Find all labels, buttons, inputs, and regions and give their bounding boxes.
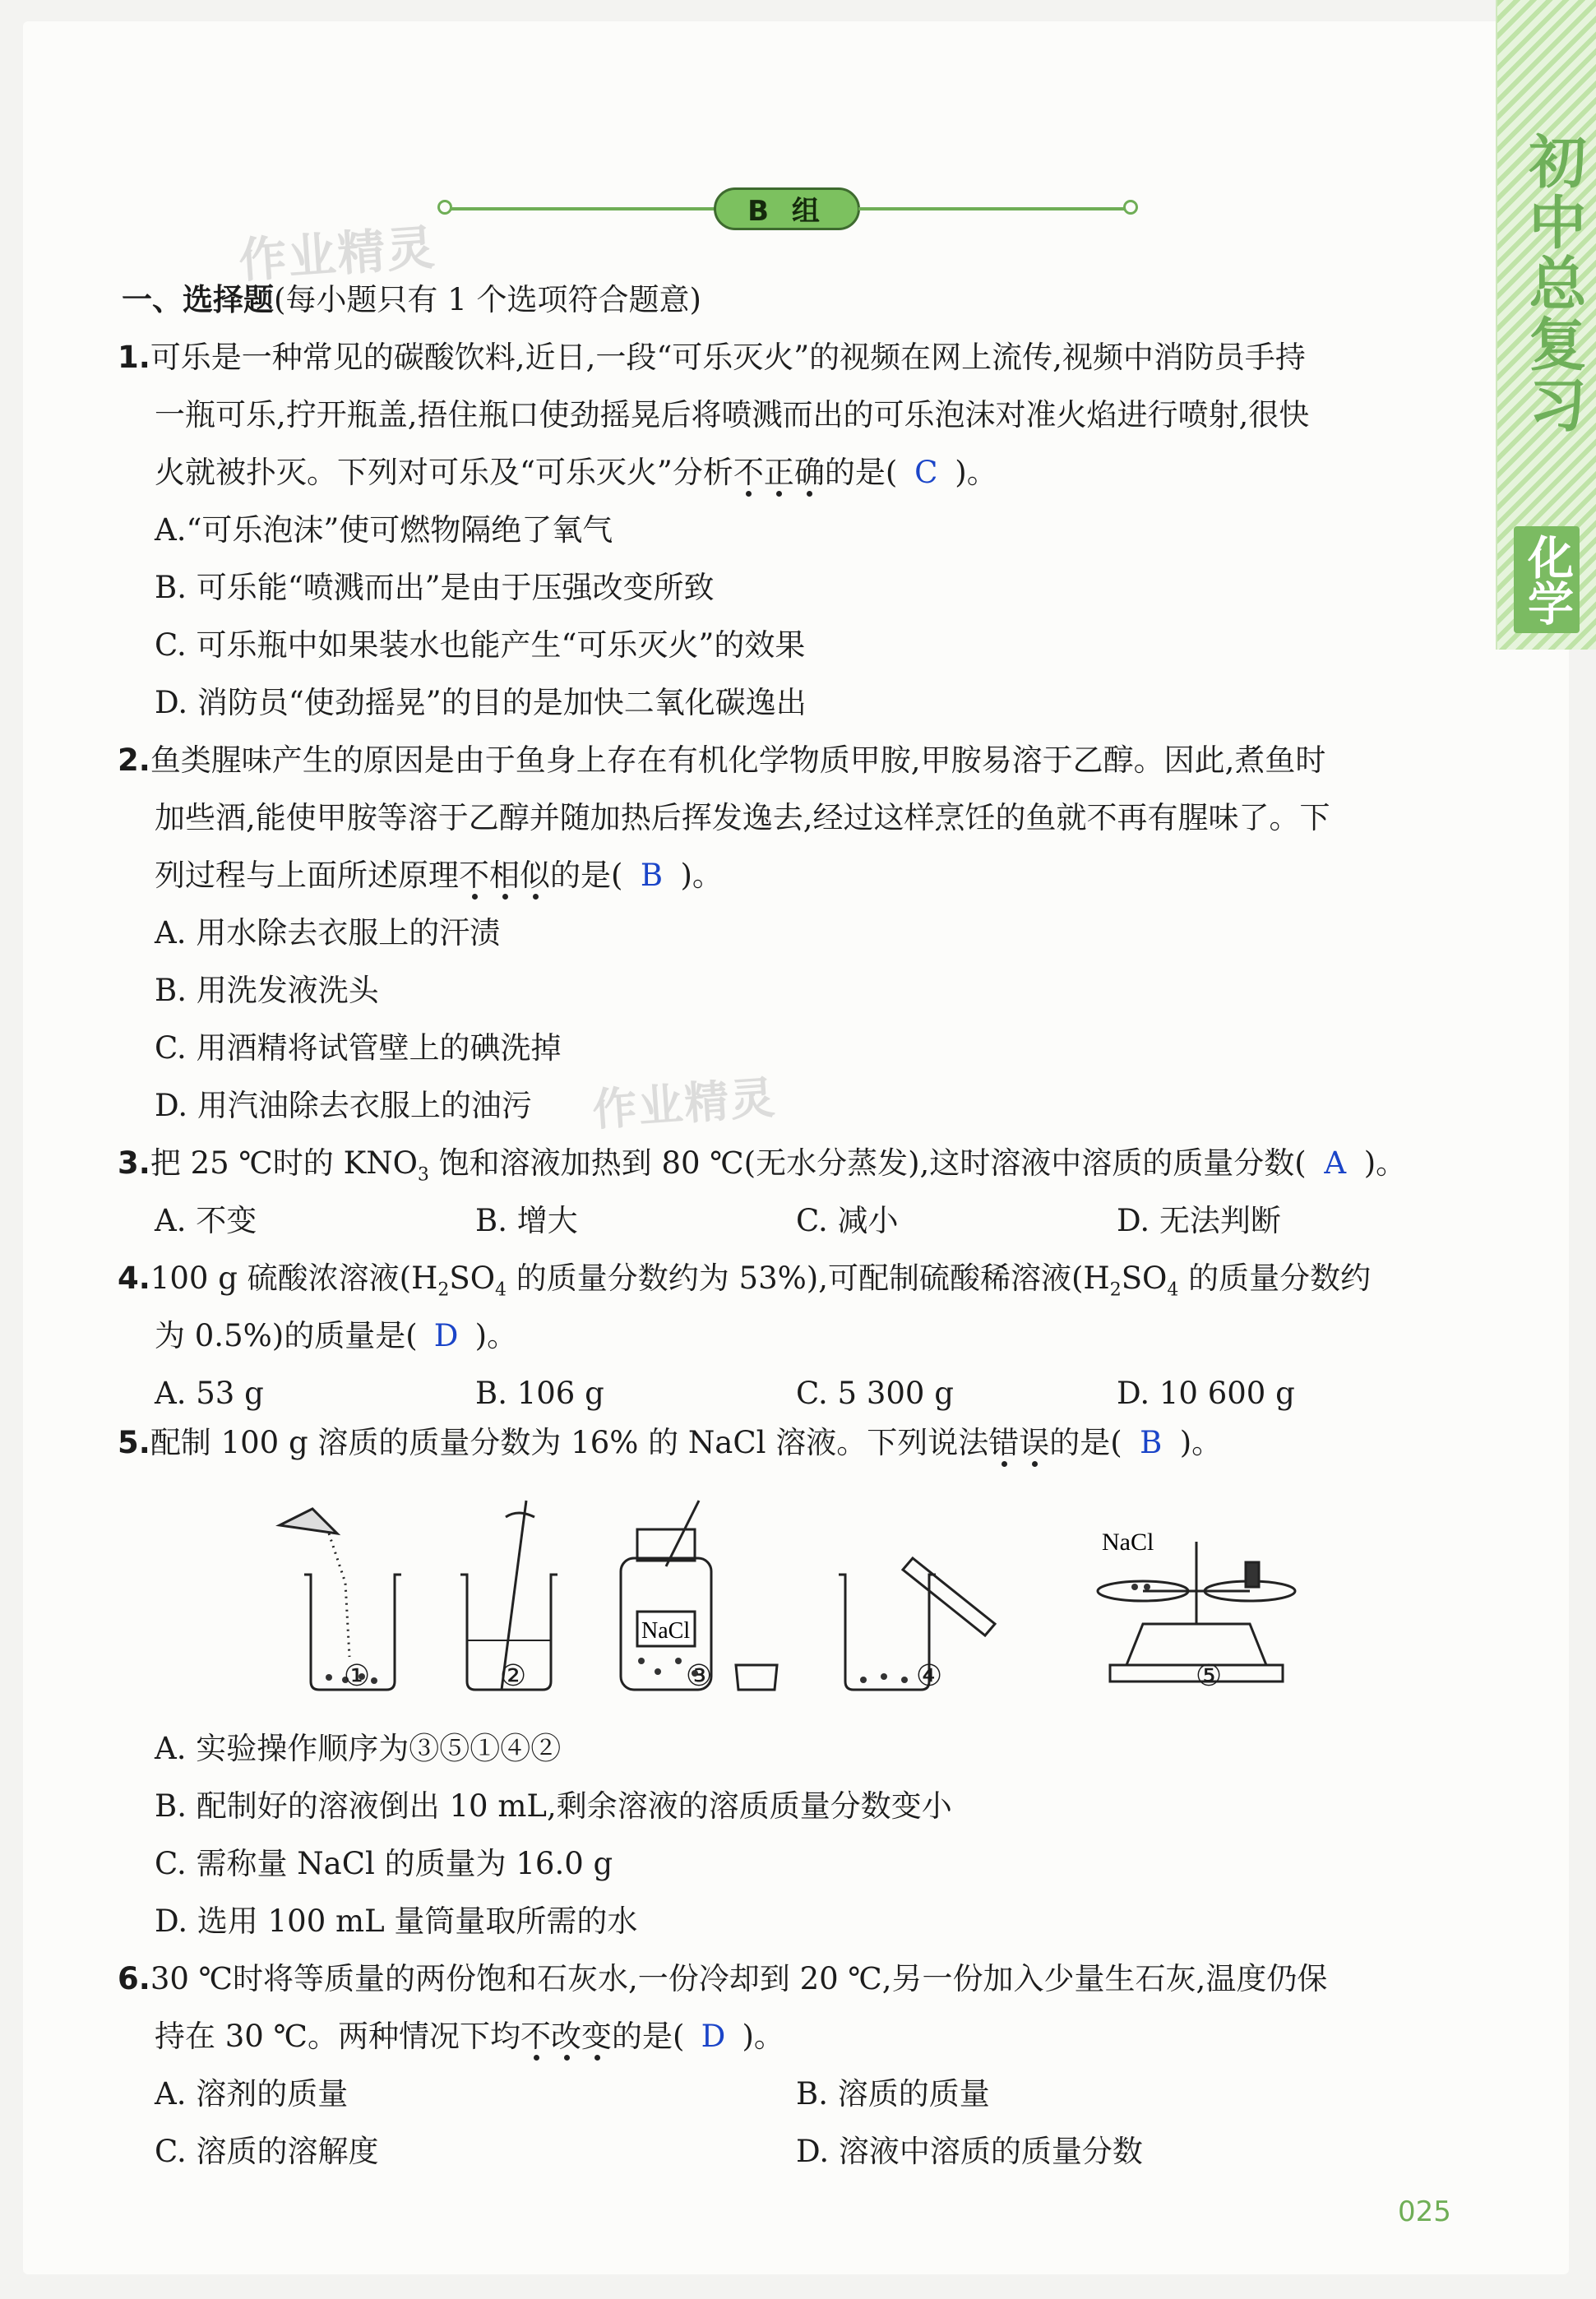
q6-emph: 不 [520,2019,551,2054]
q2-option-d: D. 用汽油除去衣服上的油污 [155,1088,532,1123]
q3-number: 3. [118,1145,150,1181]
side-tab-title: 初中总复习 [1520,132,1587,436]
q2-answer: B [640,858,664,893]
q2-option-a: A. 用水除去衣服上的汗渍 [155,915,501,951]
q4-subscript: 4 [495,1279,507,1301]
q5-option-b: B. 配制好的溶液倒出 10 mL,剩余溶液的溶质质量分数变小 [155,1788,952,1824]
q3-option-b: B. 增大 [475,1203,578,1238]
q5-figure-label-3: ③ [685,1659,713,1693]
q6-option-b: B. 溶质的质量 [796,2076,990,2112]
q4-text: SO [449,1261,496,1296]
q1-text-3b: 的是( [824,455,898,490]
q4-text-2: 为 0.5%)的质量是( [155,1318,418,1353]
q2-emph: 不 [459,858,489,893]
q5-line1 [118,1422,1222,1464]
q5-option-d: D. 选用 100 mL 量筒量取所需的水 [155,1903,638,1939]
q2-option-b: B. 用洗发液洗头 [155,973,379,1008]
q2-text-3b: 的是( [550,858,623,893]
q3-text-a: 把 25 ℃时的 KNO [150,1145,418,1181]
page-number: 025 [1398,2195,1451,2228]
q1-emph: 正 [763,455,794,490]
q6-option-d: D. 溶液中溶质的质量分数 [796,2134,1143,2169]
q5-answer: B [1140,1425,1163,1460]
q6-answer: D [701,2019,726,2054]
q3-line1 [118,1143,1406,1196]
q1-emph: 不 [733,455,764,490]
q3-subscript: 3 [417,1164,429,1186]
q2-close: )。 [680,858,723,893]
q4-text: SO [1121,1261,1168,1296]
q4-subscript: 4 [1167,1279,1179,1301]
q1-line2: 一瓶可乐,拧开瓶盖,捂住瓶口使劲摇晃后将喷溅而出的可乐泡沫对准火焰进行喷射,很快 [155,397,1310,433]
q5-figure-label-4: ④ [915,1659,943,1693]
q5-option-a: A. 实验操作顺序为③⑤①④② [155,1731,562,1766]
q1-option-c: C. 可乐瓶中如果装水也能产生“可乐灭火”的效果 [155,627,806,663]
paper-icon [280,1509,337,1533]
q4-line1 [118,1258,1371,1311]
q3-option-d: D. 无法判断 [1117,1203,1281,1238]
q3-option-a: A. 不变 [155,1203,257,1238]
group-badge: B 组 [714,187,860,230]
q5-number: 5. [118,1425,150,1460]
rotate-arrow-icon [506,1513,534,1517]
q5-close: )。 [1179,1425,1223,1460]
q5-text-b: 的是( [1049,1425,1122,1460]
q2-line3 [155,855,723,896]
q1-option-d: D. 消防员“使劲摇晃”的目的是加快二氧化碳逸出 [155,685,807,720]
q4-text: 的质量分数约为 53%),可配制硫酸稀溶液(H [507,1261,1110,1296]
q6-emph: 变 [581,2019,612,2054]
q2-text-1: 鱼类腥味产生的原因是由于鱼身上存在有机化学物质甲胺,甲胺易溶于乙醇。因此,煮鱼时 [150,742,1326,778]
section-title: 一、选择题 [122,282,274,317]
q5-text: 配制 100 g 溶质的质量分数为 16% 的 NaCl 溶液。下列说法 [150,1425,989,1460]
q4-number: 4. [118,1261,150,1296]
bottle-label: NaCl [641,1618,691,1644]
graduated-cylinder-icon [903,1558,995,1635]
group-line-right [858,207,1128,210]
q4-subscript: 2 [1109,1279,1122,1301]
side-tab-subject: 化学 [1514,526,1580,633]
q5-figure [271,1484,1340,1706]
q3-answer: A [1324,1145,1347,1181]
q2-emph: 相 [489,858,520,893]
q4-option-c: C. 5 300 g [796,1376,954,1411]
q5-figure-label-5: ⑤ [1195,1659,1223,1693]
q5-emph: 错 [988,1425,1020,1460]
q1-option-b: B. 可乐能“喷溅而出”是由于压强改变所致 [155,570,715,605]
q1-text-3: 火就被扑灭。下列对可乐及“可乐灭火”分析 [155,455,733,490]
q6-close: )。 [742,2019,784,2054]
section-note: (每小题只有 1 个选项符合题意) [274,282,701,317]
q1-answer: C [914,455,938,490]
q6-number: 6. [118,1961,150,1996]
q3-text-b: 饱和溶液加热到 80 ℃(无水分蒸发),这时溶液中溶质的质量分数( [428,1145,1307,1181]
q6-emph: 改 [551,2019,581,2054]
q6-text-2: 持在 30 ℃。两种情况下均 [155,2019,520,2054]
q2-option-c: C. 用酒精将试管壁上的碘洗掉 [155,1030,562,1066]
q3-close: )。 [1363,1145,1407,1181]
bottle-cap-icon [736,1665,777,1690]
q6-option-a: A. 溶剂的质量 [155,2076,349,2112]
watermark-middle: 作业精灵 [590,1071,779,1136]
q1-line3 [155,452,997,493]
q6-line1 [118,1959,1327,2000]
watermark-top: 作业精灵 [237,219,438,289]
q1-emph: 确 [793,455,825,490]
q4-line2 [155,1316,517,1357]
group-line-right-dot [1123,200,1138,215]
q2-line1 [118,740,1325,781]
q4-text: 的质量分数约 [1178,1261,1372,1296]
q5-figure-label-1: ① [343,1659,371,1693]
q1-number: 1. [118,340,150,375]
q3-option-c: C. 减小 [796,1203,899,1238]
balance-label: NaCl [1102,1529,1154,1556]
q2-line2: 加些酒,能使甲胺等溶于乙醇并随加热后挥发逸去,经过这样烹饪的鱼就不再有腥味了。下 [155,800,1330,835]
q4-option-d: D. 10 600 g [1117,1376,1295,1411]
q5-figure-drawing [271,1484,1340,1706]
q4-option-a: A. 53 g [155,1376,264,1411]
q1-close: )。 [955,455,997,490]
q4-subscript: 2 [437,1279,450,1301]
q1-text-1: 可乐是一种常见的碳酸饮料,近日,一段“可乐灭火”的视频在网上流传,视频中消防员手持 [150,340,1306,375]
q1-line1 [118,337,1306,378]
q2-text-3: 列过程与上面所述原理 [155,858,459,893]
group-line-left [451,207,715,210]
section-heading [122,280,701,321]
side-tab [1496,0,1596,650]
q4-option-b: B. 106 g [475,1376,604,1411]
q4-text: 100 g 硫酸浓溶液(H [150,1261,438,1296]
q5-emph: 误 [1019,1425,1050,1460]
q2-number: 2. [118,742,150,778]
q6-text-2b: 的是( [612,2019,685,2054]
q6-line2 [155,2016,784,2057]
q6-option-c: C. 溶质的溶解度 [155,2134,379,2169]
q4-answer: D [433,1318,459,1353]
q1-option-a: A.“可乐泡沫”使可燃物隔绝了氧气 [155,512,613,548]
q5-option-c: C. 需称量 NaCl 的质量为 16.0 g [155,1846,613,1881]
q2-emph: 似 [520,858,550,893]
q4-close: )。 [474,1318,518,1353]
q5-figure-label-2: ② [499,1659,527,1693]
q6-text-1: 30 ℃时将等质量的两份饱和石灰水,一份冷却到 20 ℃,另一份加入少量生石灰,温度仍保 [150,1961,1328,1996]
